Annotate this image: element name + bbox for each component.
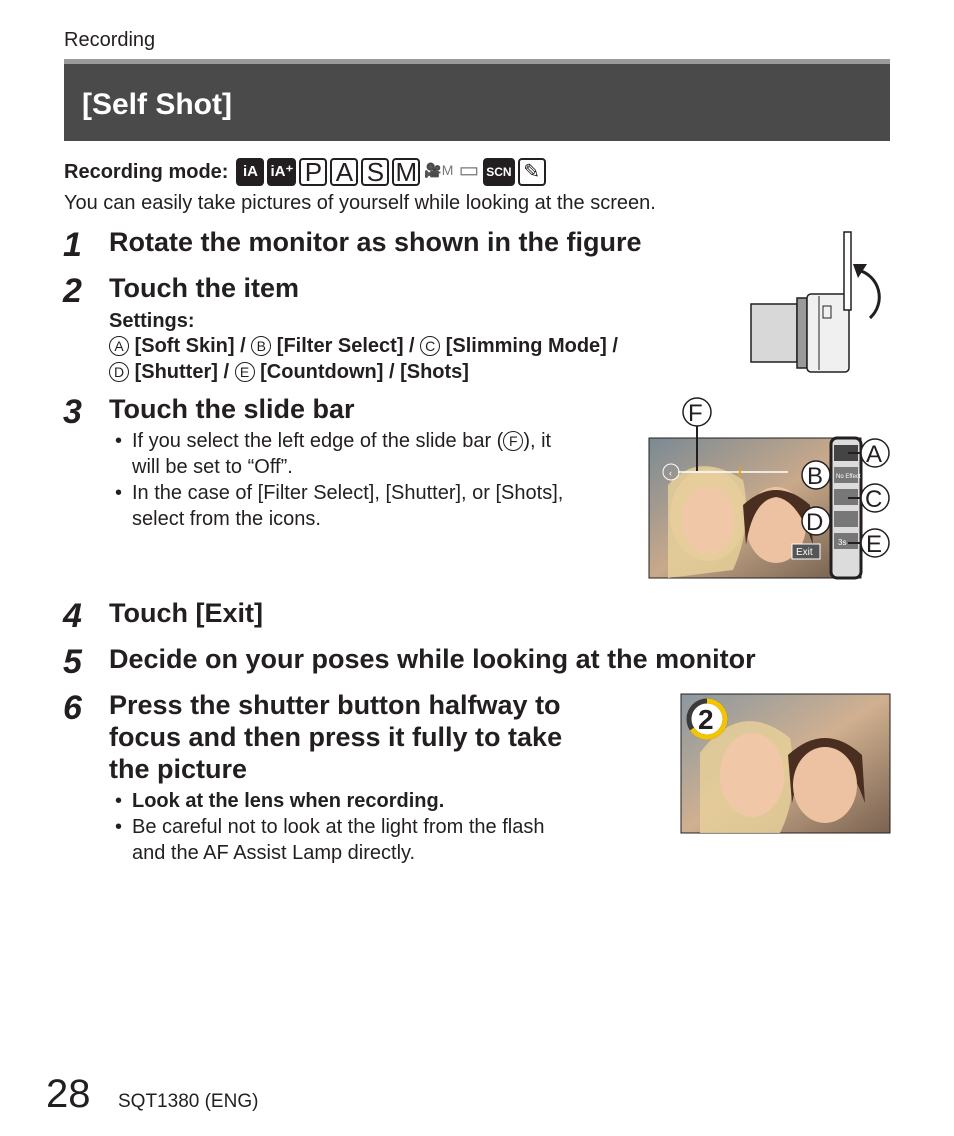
callout-f-letter: F bbox=[688, 400, 703, 427]
section-label: Recording bbox=[64, 29, 156, 51]
settings-label: Settings: bbox=[109, 310, 195, 332]
bullet-text: If you select the left edge of the slide bar ( bbox=[132, 430, 504, 452]
callout-d: D bbox=[109, 362, 129, 382]
list-item-cont: select from the icons. bbox=[132, 508, 321, 530]
title-bar bbox=[64, 59, 890, 141]
lens-ring bbox=[797, 298, 807, 368]
program-mode-icon: P bbox=[299, 158, 327, 186]
rotate-arrow-icon bbox=[858, 270, 879, 318]
list-item: Look at the lens when recording. bbox=[132, 790, 445, 812]
callout-a-letter: A bbox=[866, 441, 883, 468]
callout-b: B bbox=[251, 336, 271, 356]
step-title: Touch the item bbox=[109, 273, 300, 303]
setting-slimming-mode: [Slimming Mode] / bbox=[445, 335, 618, 357]
callout-c: C bbox=[420, 336, 440, 356]
filter-select-label: No Effect bbox=[836, 474, 861, 480]
creative-video-icon: 🎥M bbox=[424, 162, 454, 178]
scene-guide-icon: SCN bbox=[483, 158, 514, 186]
step-number: 1 bbox=[63, 226, 82, 264]
setting-soft-skin: [Soft Skin] / bbox=[134, 335, 246, 357]
countdown-label: 3s bbox=[838, 538, 847, 547]
woman-face-inner bbox=[682, 486, 734, 554]
settings-line bbox=[109, 359, 469, 385]
exit-label: Exit bbox=[796, 547, 813, 558]
list-item: • bbox=[115, 790, 123, 812]
self-shot-screen-figure bbox=[648, 395, 894, 585]
intelligent-auto-plus-icon: iA⁺ bbox=[267, 158, 296, 186]
setting-shutter: [Shutter] / bbox=[134, 361, 229, 383]
list-item: • bbox=[115, 430, 123, 452]
list-item bbox=[132, 428, 551, 454]
intelligent-auto-icon: iA bbox=[236, 158, 264, 186]
callout-e: E bbox=[235, 362, 255, 382]
step-title: the picture bbox=[109, 754, 248, 784]
page-title: [Self Shot] bbox=[82, 88, 232, 121]
step-title: Rotate the monitor as shown in the figure bbox=[109, 227, 642, 257]
bullet-text: ), it bbox=[523, 430, 552, 452]
countdown-number: 2 bbox=[698, 704, 714, 735]
step-title: Touch the slide bar bbox=[109, 394, 355, 424]
step-title: Press the shutter button halfway to bbox=[109, 690, 561, 720]
list-item-cont: and the AF Assist Lamp directly. bbox=[132, 842, 416, 864]
girl-face bbox=[793, 747, 857, 823]
camera-figure bbox=[745, 228, 895, 378]
left-edge-glyph: ‹ bbox=[669, 468, 672, 478]
recording-mode-label: Recording mode: bbox=[64, 160, 229, 183]
setting-filter-select: [Filter Select] / bbox=[276, 335, 415, 357]
recording-mode-row bbox=[64, 156, 549, 188]
callout-f: F bbox=[503, 431, 523, 451]
callout-c-letter: C bbox=[865, 486, 883, 513]
manual-mode-icon: M bbox=[392, 158, 420, 186]
list-item-cont: will be set to “Off”. bbox=[132, 456, 293, 478]
step-number: 3 bbox=[63, 393, 82, 431]
aperture-priority-icon: A bbox=[330, 158, 358, 186]
list-item: • bbox=[115, 816, 123, 838]
countdown-figure bbox=[680, 693, 891, 834]
flipped-monitor bbox=[844, 232, 851, 310]
callout-d-letter: D bbox=[806, 509, 824, 536]
step-number: 6 bbox=[63, 689, 82, 727]
shutter-icon[interactable] bbox=[834, 511, 858, 527]
panorama-icon: ▭ bbox=[458, 157, 480, 182]
step-title: Touch [Exit] bbox=[109, 598, 263, 628]
setting-countdown-shots: [Countdown] / [Shots] bbox=[260, 361, 469, 383]
page-number: 28 bbox=[46, 1072, 91, 1116]
intro-text: You can easily take pictures of yourself while looking at the screen. bbox=[64, 192, 656, 214]
step-title: focus and then press it fully to take bbox=[109, 722, 563, 752]
step-number: 5 bbox=[63, 643, 82, 681]
doc-code: SQT1380 (ENG) bbox=[118, 1091, 259, 1112]
list-item: Be careful not to look at the light from the flash bbox=[132, 816, 545, 838]
shutter-priority-icon: S bbox=[361, 158, 389, 186]
list-item: In the case of [Filter Select], [Shutter], or [Shots], bbox=[132, 482, 564, 504]
creative-control-icon: ✎ bbox=[518, 158, 546, 186]
step-number: 4 bbox=[63, 597, 82, 635]
woman-face bbox=[720, 733, 784, 817]
settings-line bbox=[109, 333, 618, 359]
callout-b-letter: B bbox=[807, 463, 824, 490]
callout-a: A bbox=[109, 336, 129, 356]
camera-lens bbox=[751, 304, 797, 362]
callout-e-letter: E bbox=[866, 531, 883, 558]
list-item: • bbox=[115, 482, 123, 504]
step-number: 2 bbox=[63, 272, 82, 310]
step-title: Decide on your poses while looking at the monitor bbox=[109, 644, 756, 674]
